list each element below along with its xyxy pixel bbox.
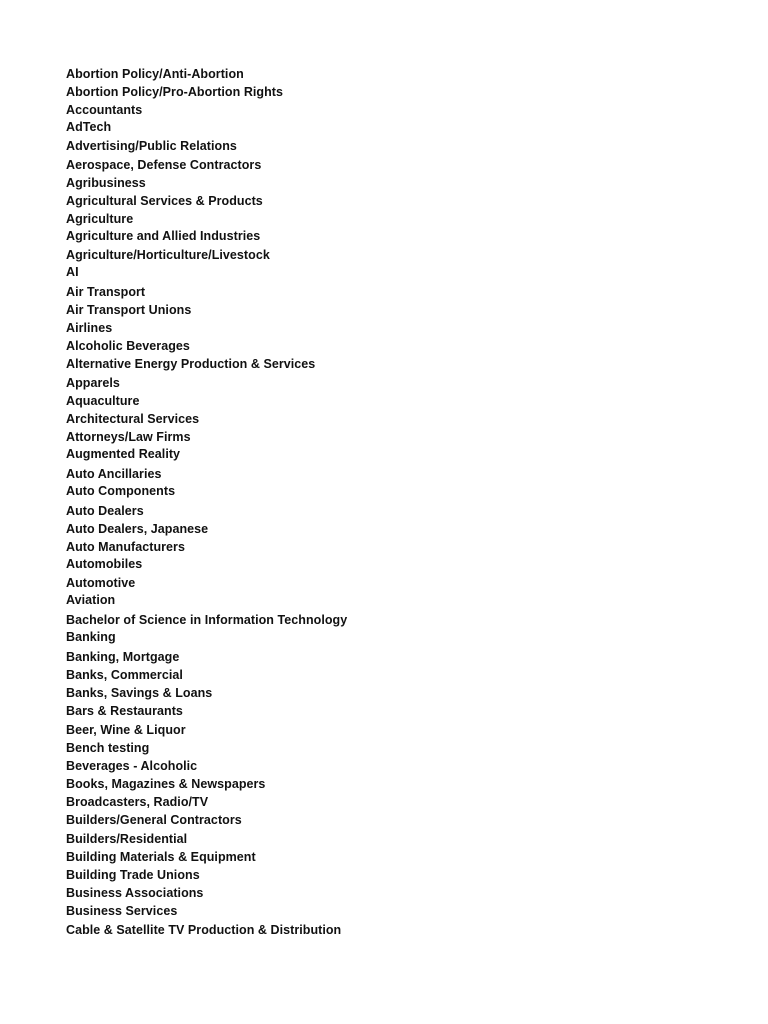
list-item: Builders/General Contractors xyxy=(66,813,242,827)
list-item: Broadcasters, Radio/TV xyxy=(66,795,209,809)
list-item: Agriculture and Allied Industries xyxy=(66,229,261,243)
list-item: Architectural Services xyxy=(66,412,200,426)
list-item: Business Services xyxy=(66,904,178,918)
list-item: Agribusiness xyxy=(66,176,146,190)
list-item: Bars & Restaurants xyxy=(66,704,183,718)
list-item: Building Trade Unions xyxy=(66,868,200,882)
list-item: Airlines xyxy=(66,321,113,335)
list-item: Augmented Reality xyxy=(66,447,181,461)
list-item: Banks, Commercial xyxy=(66,668,183,682)
list-item: Banking xyxy=(66,630,116,644)
list-item: Alternative Energy Production & Services xyxy=(66,357,316,371)
list-item: Automobiles xyxy=(66,557,143,571)
list-item: Aviation xyxy=(66,593,116,607)
list-item: Auto Dealers xyxy=(66,504,144,518)
list-item: Auto Components xyxy=(66,484,176,498)
list-item: Auto Ancillaries xyxy=(66,467,162,481)
list-item: Bench testing xyxy=(66,741,150,755)
list-item: Cable & Satellite TV Production & Distribution xyxy=(66,923,342,937)
list-item: Apparels xyxy=(66,376,120,390)
list-item: Books, Magazines & Newspapers xyxy=(66,777,266,791)
list-item: Auto Manufacturers xyxy=(66,540,185,554)
list-item: Bachelor of Science in Information Technology xyxy=(66,613,348,627)
list-item: AdTech xyxy=(66,120,112,134)
list-item: Banking, Mortgage xyxy=(66,650,180,664)
list-item: Abortion Policy/Anti-Abortion xyxy=(66,67,244,81)
list-item: Aerospace, Defense Contractors xyxy=(66,158,262,172)
list-item: Agricultural Services & Products xyxy=(66,194,263,208)
list-item: Accountants xyxy=(66,103,143,117)
list-item: AI xyxy=(66,265,79,279)
list-item: Air Transport Unions xyxy=(66,303,192,317)
list-item: Advertising/Public Relations xyxy=(66,139,237,153)
list-item: Auto Dealers, Japanese xyxy=(66,522,209,536)
list-item: Abortion Policy/Pro-Abortion Rights xyxy=(66,85,284,99)
list-item: Builders/Residential xyxy=(66,832,188,846)
list-item: Automotive xyxy=(66,576,136,590)
list-item: Beer, Wine & Liquor xyxy=(66,723,186,737)
list-item: Building Materials & Equipment xyxy=(66,850,256,864)
list-item: Beverages - Alcoholic xyxy=(66,759,198,773)
list-item: Aquaculture xyxy=(66,394,140,408)
list-item: Air Transport xyxy=(66,285,146,299)
list-item: Business Associations xyxy=(66,886,204,900)
list-item: Alcoholic Beverages xyxy=(66,339,190,353)
list-item: Banks, Savings & Loans xyxy=(66,686,213,700)
list-item: Agriculture/Horticulture/Livestock xyxy=(66,248,270,262)
list-item: Attorneys/Law Firms xyxy=(66,430,191,444)
list-item: Agriculture xyxy=(66,212,134,226)
